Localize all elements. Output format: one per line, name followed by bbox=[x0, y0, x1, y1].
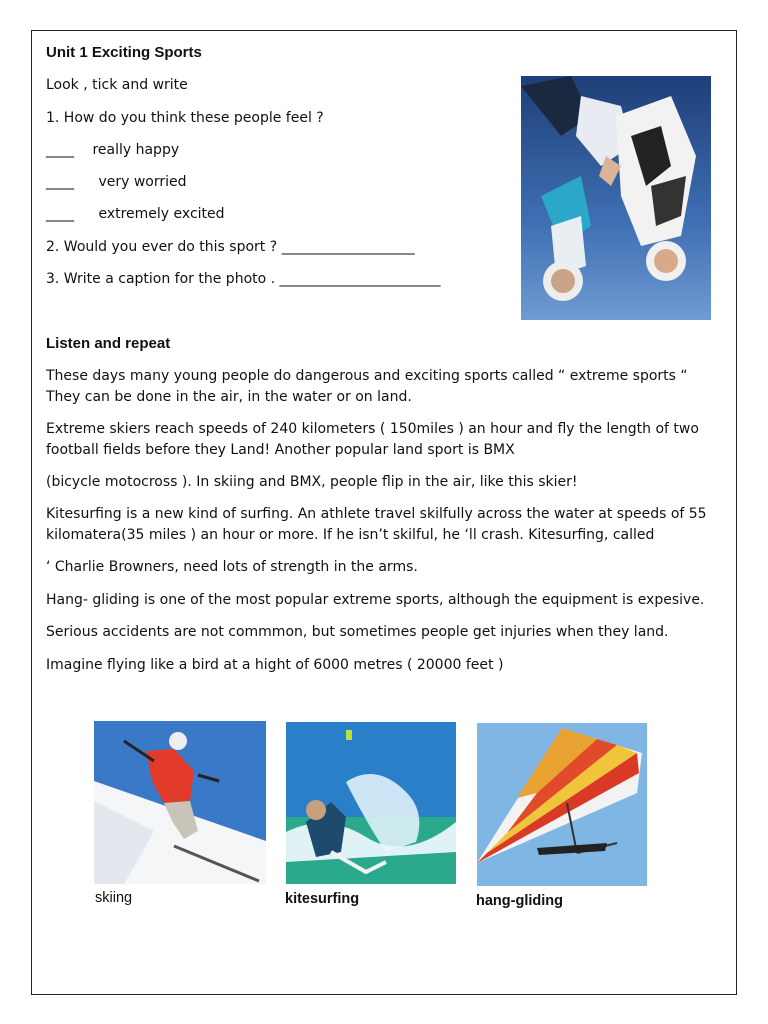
paragraph: Hang- gliding is one of the most popular extreme sports, although the equipment is expesive. bbox=[46, 592, 705, 608]
option-text: extremely excited bbox=[98, 206, 225, 222]
option-row bbox=[46, 204, 225, 224]
question-3: 3. Write a caption for the photo . _______________________ bbox=[46, 271, 441, 287]
tick-blank[interactable]: ____ bbox=[46, 142, 74, 158]
hang-gliding-photo bbox=[477, 723, 647, 886]
paragraph: ‘ Charlie Browners, need lots of strength in the arms. bbox=[46, 559, 418, 575]
instruction: Look , tick and write bbox=[46, 77, 188, 93]
kitesurfing-photo bbox=[286, 722, 456, 884]
skydivers-photo bbox=[521, 76, 711, 320]
option-row bbox=[46, 172, 187, 192]
tick-blank[interactable]: ____ bbox=[46, 206, 74, 222]
option-row bbox=[46, 140, 179, 160]
paragraph: Serious accidents are not commmon, but sometimes people get injuries when they land. bbox=[46, 624, 669, 640]
section-title: Listen and repeat bbox=[46, 335, 171, 352]
option-text: very worried bbox=[98, 174, 187, 190]
option-text: really happy bbox=[92, 142, 180, 158]
tick-blank[interactable]: ____ bbox=[46, 174, 74, 190]
question-1: 1. How do you think these people feel ? bbox=[46, 110, 324, 126]
skiing-photo bbox=[94, 721, 266, 884]
paragraph: Kitesurfing is a new kind of surfing. An athlete travel skilfully across the water at speeds of 55 kilomatera(35 miles ) an hour or more. If he isn’t skilful, he ‘ll crash. Kitesurfing, called bbox=[46, 506, 707, 543]
unit-title: Unit 1 Exciting Sports bbox=[46, 44, 202, 61]
question-2: 2. Would you ever do this sport ? ___________________ bbox=[46, 239, 415, 255]
paragraph: Imagine flying like a bird at a hight of 6000 metres ( 20000 feet ) bbox=[46, 657, 504, 673]
paragraph: (bicycle motocross ). In skiing and BMX, people flip in the air, like this skier! bbox=[46, 474, 578, 490]
caption-hang-gliding: hang-gliding bbox=[476, 893, 563, 909]
paragraph: Extreme skiers reach speeds of 240 kilometers ( 150miles ) an hour and fly the length of two football fields before they Land! Another popular land sport is BMX bbox=[46, 421, 699, 458]
caption-skiing: skiing bbox=[95, 890, 133, 906]
paragraph: These days many young people do dangerous and exciting sports called “ extreme sports “ They can be done in the air, in the water or on land. bbox=[46, 368, 688, 405]
caption-kitesurfing: kitesurfing bbox=[285, 891, 360, 907]
